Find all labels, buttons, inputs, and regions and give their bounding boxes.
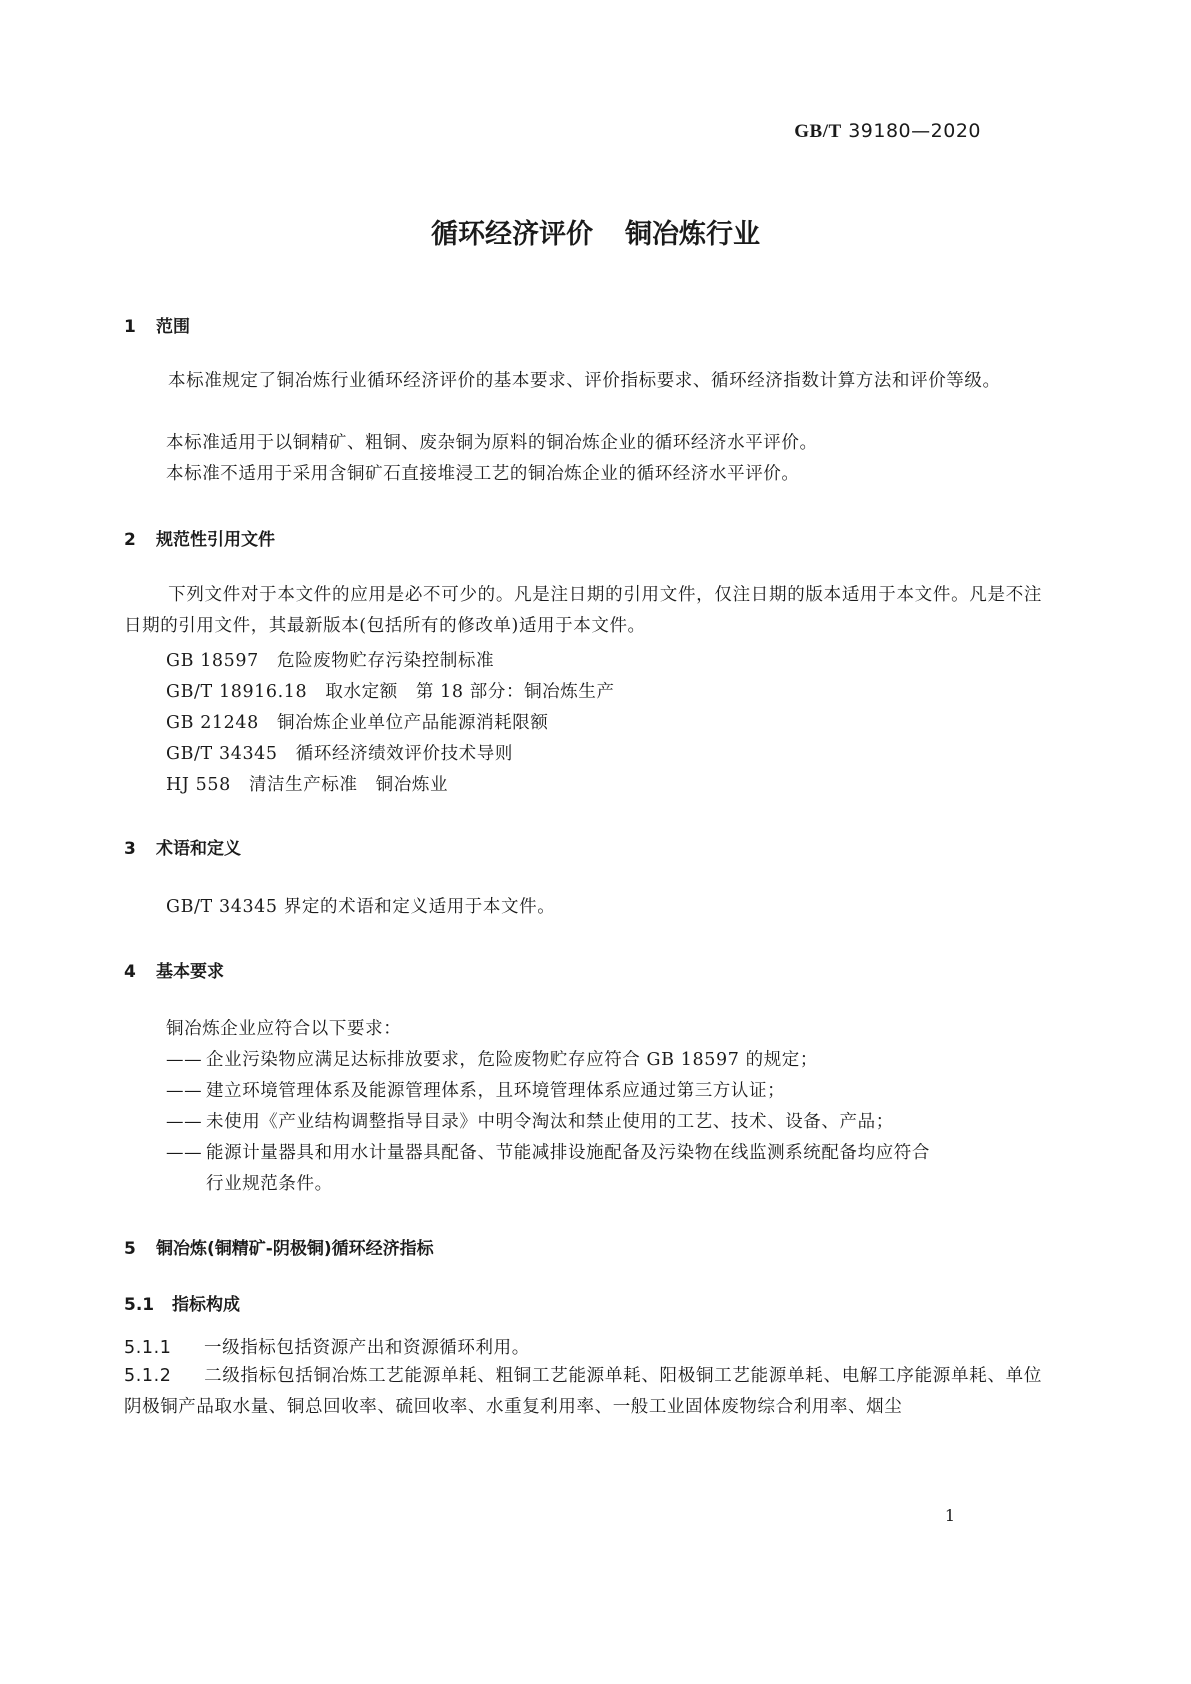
- dash-marker: ——: [166, 1081, 203, 1101]
- list-item: [166, 1139, 930, 1164]
- reference-item: [166, 771, 448, 796]
- dash-marker: ——: [166, 1050, 203, 1070]
- subsection-number: 5.1: [124, 1295, 155, 1315]
- standard-code-prefix: GB/T: [794, 121, 842, 142]
- section-4-heading: [124, 957, 224, 982]
- subsection-5-1-heading: [124, 1290, 240, 1315]
- reference-item: [166, 647, 494, 672]
- reference-item: [166, 740, 513, 765]
- clause-5-1-2: [124, 1361, 1042, 1423]
- paragraph: 铜冶炼企业应符合以下要求：: [166, 1019, 402, 1039]
- section-number: 2: [124, 530, 136, 550]
- paragraph-text: 本标准规定了铜冶炼行业循环经济评价的基本要求、评价指标要求、循环经济指数计算方法和评价等级。: [168, 371, 1001, 391]
- section-number: 1: [124, 317, 136, 337]
- reference-code: GB/T 18916.18: [166, 682, 308, 702]
- paragraph: GB/T 34345 界定的术语和定义适用于本文件。: [166, 897, 556, 917]
- list-item-text: 企业污染物应满足达标排放要求，危险废物贮存应符合 GB 18597 的规定；: [206, 1050, 818, 1070]
- paragraph: 本标准不适用于采用含铜矿石直接堆浸工艺的铜冶炼企业的循环经济水平评价。: [166, 464, 800, 484]
- paragraph: 本标准适用于以铜精矿、粗铜、废杂铜为原料的铜冶炼企业的循环经济水平评价。: [166, 433, 818, 453]
- section-title: 基本要求: [156, 962, 224, 982]
- subsection-title: 指标构成: [172, 1295, 240, 1315]
- paragraph: [124, 580, 1042, 642]
- clause-number: 5.1.1: [124, 1338, 172, 1358]
- page-number: 1: [944, 1506, 955, 1525]
- reference-title: 循环经济绩效评价技术导则: [295, 744, 513, 764]
- standard-code-number: 39180—2020: [848, 120, 981, 142]
- paragraph: [124, 366, 1042, 397]
- section-2-heading: [124, 525, 275, 550]
- list-item: [166, 1108, 894, 1133]
- clause-text: 一级指标包括资源产出和资源循环利用。: [204, 1338, 530, 1358]
- reference-code: GB/T 34345: [166, 744, 278, 764]
- reference-code: HJ 558: [166, 775, 231, 795]
- list-item-text: 能源计量器具和用水计量器具配备、节能减排设施配备及污染物在线监测系统配备均应符合: [206, 1143, 930, 1163]
- section-title: 术语和定义: [156, 839, 241, 859]
- section-title: 规范性引用文件: [156, 530, 275, 550]
- reference-title: 清洁生产标准 铜冶炼业: [248, 775, 449, 795]
- section-5-heading: [124, 1234, 434, 1259]
- title-part-1: 循环经济评价: [431, 219, 593, 250]
- reference-item: [166, 709, 548, 734]
- section-1-heading: [124, 312, 190, 337]
- section-number: 3: [124, 839, 136, 859]
- clause-5-1-1: [124, 1334, 530, 1359]
- reference-item: [166, 678, 615, 703]
- document-title: [0, 212, 1191, 251]
- dash-marker: ——: [166, 1112, 203, 1132]
- list-item: [166, 1046, 818, 1071]
- clause-number: 5.1.2: [124, 1366, 172, 1386]
- section-number: 5: [124, 1239, 136, 1259]
- list-item-text: 建立环境管理体系及能源管理体系，且环境管理体系应通过第三方认证；: [206, 1081, 786, 1101]
- reference-title: 危险废物贮存污染控制标准: [276, 651, 495, 671]
- reference-title: 铜冶炼企业单位产品能源消耗限额: [276, 713, 549, 733]
- paragraph-text: 下列文件对于本文件的应用是必不可少的。凡是注日期的引用文件，仅注日期的版本适用于本文件。凡是不注日期的引用文件，其最新版本(包括所有的修改单)适用于本文件。: [124, 585, 1042, 636]
- clause-text: 二级指标包括铜冶炼工艺能源单耗、粗铜工艺能源单耗、阳极铜工艺能源单耗、电解工序能源单耗、单位阴极铜产品取水量、铜总回收率、硫回收率、水重复利用率、一般工业固体废物综合利用率、烟尘: [124, 1366, 1042, 1417]
- reference-code: GB 18597: [166, 651, 259, 671]
- standard-code: [794, 120, 981, 143]
- section-3-heading: [124, 834, 241, 859]
- list-item-text: 未使用《产业结构调整指导目录》中明令淘汰和禁止使用的工艺、技术、设备、产品；: [206, 1112, 894, 1132]
- list-item: [166, 1077, 785, 1102]
- section-number: 4: [124, 962, 136, 982]
- title-part-2: 铜冶炼行业: [625, 219, 760, 250]
- section-title: 范围: [156, 317, 190, 337]
- reference-code: GB 21248: [166, 713, 259, 733]
- section-title: 铜冶炼(铜精矿-阴极铜)循环经济指标: [156, 1239, 434, 1259]
- dash-marker: ——: [166, 1143, 203, 1163]
- list-item-continuation: 行业规范条件。: [206, 1174, 333, 1194]
- reference-title: 取水定额 第 18 部分：铜冶炼生产: [325, 682, 615, 702]
